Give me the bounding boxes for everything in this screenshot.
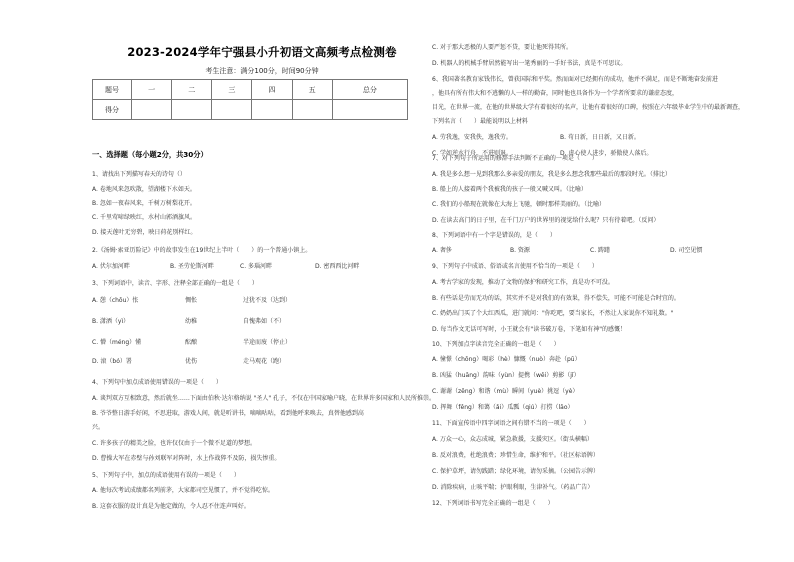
answer-option: B. 圣劳伦斯河畔: [170, 263, 214, 270]
question-line: 10、下列加点字读音完全正确的一组是（ ）: [432, 341, 560, 348]
answer-option: A. 憩（chōu）怅: [92, 297, 139, 304]
answer-option: B. 潇洒（yì）: [92, 318, 130, 325]
score-header-cell: 总分: [332, 80, 407, 100]
question-line: D. 接天莲叶无穷碧，映日荷花别样红。: [92, 229, 197, 236]
question-line: C. 保护草坪，请勿践踏；绿化环境，请勿采摘。（公园告示牌）: [432, 468, 600, 475]
question-line: 3、下列词语中，读音、字形、注释全部正确的一组是（ ）: [92, 280, 258, 287]
question-line: A. 考古学家的发现，推动了文物的保护和研究工作，真是功不可没。: [432, 279, 614, 286]
question-line: 8、下列词语中有一个字是错误的，是（ ）: [432, 232, 556, 239]
question-line: C. 许多孩子的精美之脸，也许仅仅由于一个微不足道的梦想。: [92, 440, 257, 447]
score-row: [93, 100, 408, 120]
score-header-cell: 三: [212, 80, 252, 100]
score-header-cell: 四: [252, 80, 292, 100]
section-heading: 一、选择题（每小题2分，共30分）: [92, 150, 208, 159]
answer-option: C. 懵（méng）懂: [92, 339, 142, 346]
question-line: D. 在读去高门的日子里，在千门万户的世界里的视觉给什么呢？只有待着吧。（反问）: [432, 217, 660, 224]
question-line: 4、下列句中加点成语使用错误的一项是（ ）: [92, 379, 222, 386]
answer-option: 幼稚: [185, 318, 198, 325]
answer-option: 自愧弗如（不）: [243, 318, 286, 325]
question-line: D. 每当作文无话可写时，小王就会有"读书破万卷，下笔如有神"的感慨！: [432, 326, 626, 333]
question-line: 7、对下列句子所运用的修辞手法判断不正确的一项是（ ）: [432, 155, 598, 162]
question-line: 9、下列句子中成语、俗语或名言使用不恰当的一项是（ ）: [432, 263, 598, 270]
question-line: C. 对于那大恶极的人要严惩不贷，要让他死得其所。: [432, 44, 573, 51]
score-cell[interactable]: [172, 100, 212, 120]
question-line: D. 消除疾病，止咳平喘；护眼利眼，生津补气。（药品广告）: [432, 484, 594, 491]
score-header-cell: 二: [172, 80, 212, 100]
question-line: A. 我是多么想一见到我那么多亲爱的朋友，我是多么想念我那些最后的那段时光。（排比）: [432, 171, 671, 178]
question-line: A. 憧憬（chōng）喝彩（hè）慷慨（nuò）奔赴（pū）: [432, 356, 581, 363]
answer-option: 半途而废（停止）: [243, 339, 292, 346]
score-cell[interactable]: [132, 100, 172, 120]
score-cell[interactable]: [292, 100, 332, 120]
answer-option: C. 多瑙河畔: [240, 263, 273, 270]
question-line: 1、请找出下列描写春天的诗句（）: [92, 171, 186, 178]
question-line: B. 反对浪费，杜绝浪费；珍惜生命，维护和平。（社区标语牌）: [432, 452, 599, 459]
answer-option: A. 奢侈: [432, 247, 452, 254]
question-line: D. 曹操大军在赤壁与孙刘联军对阵时，水上作战猝不及防，损失惨重。: [92, 455, 281, 462]
question-line: B. 忽如一夜春风来，千树万树梨花开。: [92, 200, 196, 207]
score-cell[interactable]: [252, 100, 292, 120]
question-line: A. 谈判双方互相致意，然后就坐……下面由伯秋·达尔格纳说 "圣人" 孔子，不仅在中国家喻户晓，在世界许多国家和人民所推崇。: [92, 395, 436, 402]
answer-option: A. 劳我逸，安我佚，逸我劳。: [432, 134, 512, 141]
question-line: B. 凶猛（huāng）韵味（yùn）提携（wěi）剪影（jǐ）: [432, 372, 580, 379]
question-line: A. 卷地风来忽吹散，望湖楼下水如天。: [92, 186, 196, 193]
score-header-cell: 题号: [93, 80, 132, 100]
question-line: 11、下面宣传语中四字词语之间有错不当的一项是（ ）: [432, 420, 590, 427]
question-line: A. 他每次考试成绩都名列前茅，大家都司空见惯了，并不觉得吃惊。: [92, 487, 274, 494]
question-line: ，他具有所有伟大和不逃懒的人一样的勤奋，同时他也具备作为一个学者所要求的谦虚态度，: [432, 90, 679, 97]
question-line: 目光，在世界一流，在他的世界级大学有着很好的名声，让他有着很好的口碑，按照在六年级毕业学生中的最新调查，: [432, 104, 745, 111]
answer-option: D. 滚（bó）署: [92, 358, 132, 365]
answer-option: 惆怅: [185, 297, 198, 304]
answer-option: A. 伏尔加河畔: [92, 263, 130, 270]
question-line: 兴。: [92, 424, 105, 431]
question-line: C. 奶奶出门买了个大红西瓜，进门就问："你吃吧，要当家长，不然让人家说你不知礼数。": [432, 310, 674, 317]
score-cell[interactable]: [212, 100, 252, 120]
score-cell[interactable]: [332, 100, 407, 120]
answer-option: D. 司空见惯: [670, 247, 703, 254]
question-line: B. 爷爷整日游手好闲，不思进取，游戏人间，就是听讲书，嘀嘀咕咕，看到他呼来唤去，真替他感到高: [92, 410, 364, 417]
question-line: 5、下列句子中，加点的成语使用有误的一项是（ ）: [92, 472, 240, 479]
answer-option: 过犹不及（达到）: [243, 297, 292, 304]
question-line: D. 机器人的机械手臂居然能写出一笔秀丽的一手好书法，真是不可思议。: [432, 60, 627, 67]
score-table: [92, 79, 408, 120]
question-line: C. 千里莺啼绿映红，水村山郭酒旗风。: [92, 214, 197, 221]
answer-option: B. 资源: [510, 247, 530, 254]
answer-option: C. 学如逆水行舟，不进则退。: [432, 150, 513, 157]
answer-option: B. 苟日新，日日新，又日新。: [560, 134, 640, 141]
question-line: 12、下列词语书写完全正确的一组是（ ）: [432, 500, 554, 507]
question-line: C. 谢谢（zēng）和谐（mù）瞬间（yuè）挑逗（yè）: [432, 388, 579, 395]
exam-notice: 考生注意：满分100分，时间90分钟: [205, 67, 319, 75]
score-row-label: 得分: [93, 100, 132, 120]
page-title: 2023-2024学年宁强县小升初语文高频考点检测卷: [127, 45, 397, 59]
question-line: B. 这套衣服的设计真是为他定做的，令人忍不住连声叫好。: [92, 503, 250, 510]
answer-option: 优伤: [185, 358, 198, 365]
answer-option: 酝酿: [185, 339, 198, 346]
score-header-cell: 一: [132, 80, 172, 100]
score-header-cell: 五: [292, 80, 332, 100]
answer-option: D. 虚心使人进步，骄傲使人落后。: [560, 150, 653, 157]
answer-option: D. 密西西比河畔: [315, 263, 360, 270]
question-line: 下列名言（ ）最能说明以上材料: [432, 118, 529, 125]
question-line: D. 挥舞（fěng）和蔼（ǎi）瓜瓢（qiú）打捞（lāo）: [432, 404, 574, 411]
question-line: 2.《汤姆·索亚历险记》中的故事发生在19世纪上半叶（ ）的一个普通小镇上。: [92, 247, 312, 254]
question-line: B. 船上的人接着两个我被我的孩子一般又喊又叫。（比喻）: [432, 186, 587, 193]
question-line: B. 有些话是劳而无功的话，其实并不是对我们的有效果，得不偿失，可能不可能是合时宜的。: [432, 295, 680, 302]
answer-option: 走马观花（跑）: [243, 358, 286, 365]
question-line: A. 万众一心，众志成城，紧急救援，支援灾区。（街头横幅）: [432, 436, 593, 443]
question-line: 6、我国著名教育家钱伟长，曾获国际和平奖。然而面对已经拥有的成功，他并不满足，而是不断地奋发前进: [432, 76, 718, 83]
score-header-row: [93, 80, 408, 100]
question-line: C. 我们的小船现在就像在大海上飞驰，顿时那样美丽的。（比喻）: [432, 201, 606, 208]
answer-option: C. 踌躇: [590, 247, 611, 254]
